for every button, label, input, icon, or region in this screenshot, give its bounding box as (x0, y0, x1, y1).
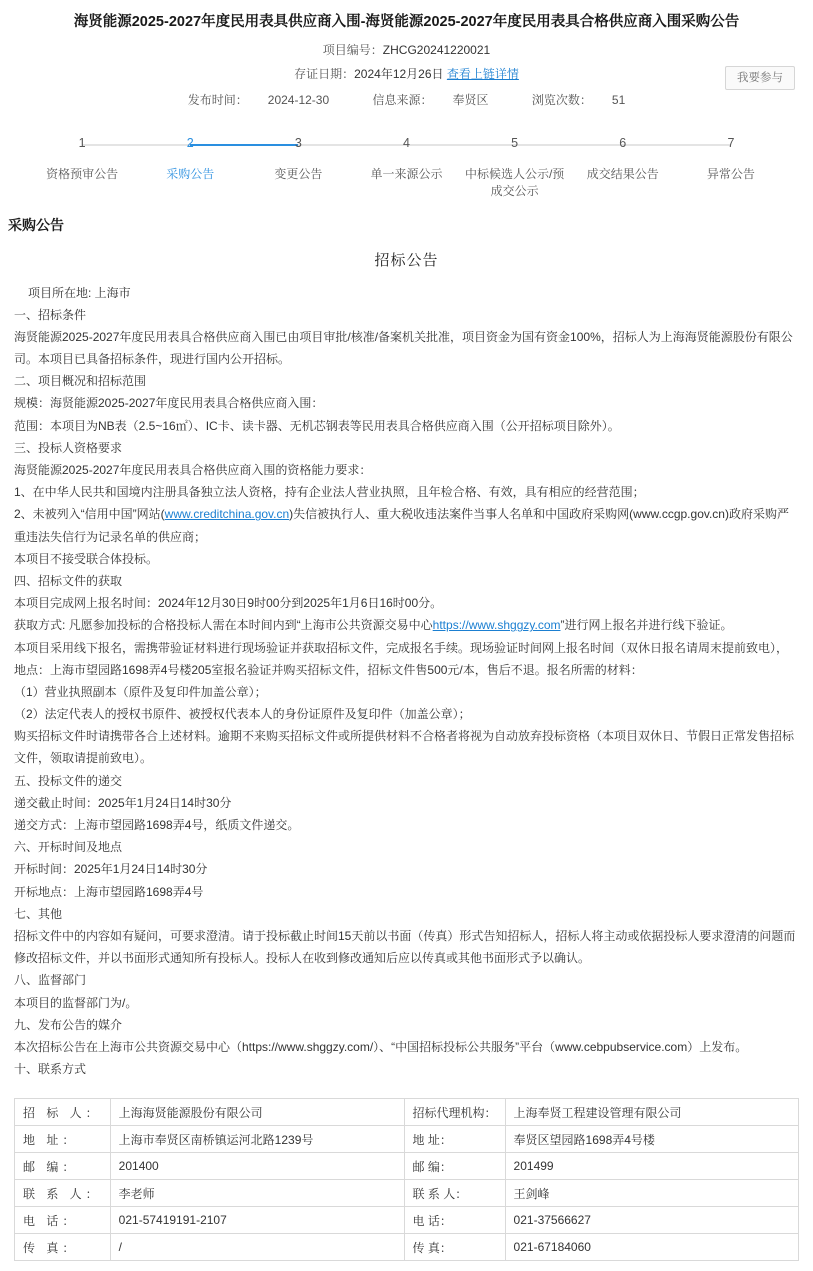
table-row (15, 1099, 799, 1126)
content-line-with-link (14, 614, 799, 636)
content-line: 开标时间：2025年1月24日14时30分 (14, 862, 208, 877)
content-line: 五、投标文件的递交 (14, 773, 123, 788)
publish-time (178, 93, 339, 107)
content-line: 十、联系方式 (14, 1062, 87, 1077)
content-line: 海贤能源2025-2027年度民用表具合格供应商入围已由项目审批/核准/备案机关批准，项目资金为国有资金100%，招标人为上海海贤能源股份有限公司。本项目已具备招标条件，现进行国内公开招标。 (14, 329, 793, 367)
project-number-line (40, 41, 773, 58)
project-number-value: ZHCG20241220021 (382, 42, 491, 57)
content-line: 一、招标条件 (14, 307, 87, 322)
source (363, 93, 499, 107)
cert-date-line (40, 65, 773, 82)
step-number: 1 (78, 135, 86, 150)
row-key-left: 招 标 人： (15, 1099, 111, 1126)
step-number: 4 (403, 135, 410, 150)
step-5[interactable] (461, 136, 569, 201)
row-value-left: / (110, 1234, 404, 1261)
notice-title: 招标公告 (374, 251, 439, 269)
content-line: （2）法定代表人的授权书原件、被授权代表本人的身份证原件及复印件（加盖公章）； (14, 707, 471, 722)
step-label: 资格预审公告 (46, 166, 119, 181)
content-line: 开标地点：上海市望园路1698弄4号 (14, 884, 204, 899)
row-key-left: 邮 编： (15, 1153, 111, 1180)
content-text: 2、未被列入“信用中国”网站( (14, 507, 165, 522)
step-label: 异常公告 (706, 166, 755, 181)
row-value-left: 李老师 (110, 1180, 404, 1207)
step-number: 2 (186, 135, 194, 150)
step-1[interactable] (28, 136, 136, 201)
row-value-right: 奉贤区望园路1698弄4号楼 (505, 1126, 798, 1153)
title-bar (0, 0, 813, 114)
content-line: 购买招标文件时请携带各合上述材料。逾期不来购买招标文件或所提供材料不合格者将视为自动放弃投标资格（本项目双休日、节假日正常发售招标文件，领取请提前致电）。 (14, 729, 795, 766)
row-key-right: 传 真： (404, 1234, 505, 1261)
row-key-right: 电 话： (404, 1207, 505, 1234)
source-label: 信息来源： (372, 92, 433, 107)
step-7[interactable] (677, 136, 785, 201)
row-value-right: 201499 (505, 1153, 798, 1180)
step-3[interactable] (244, 136, 352, 201)
step-6[interactable] (569, 136, 677, 201)
announcement-body (0, 249, 813, 1271)
row-value-right: 上海奉贤工程建设管理有限公司 (505, 1099, 798, 1126)
content-line: 三、投标人资格要求 (14, 440, 123, 455)
row-key-right: 联 系 人： (404, 1180, 505, 1207)
step-4[interactable] (352, 136, 460, 201)
row-value-right: 王剑峰 (505, 1180, 798, 1207)
content-line-with-link (14, 503, 799, 547)
cert-date-label: 存证日期： (294, 66, 355, 81)
content-line: 递交截止时间：2025年1月24日14时30分 (14, 795, 232, 810)
row-value-right: 021-37566627 (505, 1207, 798, 1234)
content-line: 递交方式：上海市望园路1698弄4号，纸质文件递交。 (14, 818, 300, 833)
row-value-left: 上海海贤能源股份有限公司 (110, 1099, 404, 1126)
publish-meta-row (40, 91, 773, 108)
source-value: 奉贤区 (452, 92, 489, 107)
chain-detail-link[interactable]: 查看上链详情 (446, 66, 519, 81)
progress-steps (10, 136, 803, 201)
row-key-left: 电 话： (15, 1207, 111, 1234)
table-row (15, 1234, 799, 1261)
creditchina-link[interactable]: www.creditchina.gov.cn (164, 507, 290, 522)
views-label: 浏览次数： (531, 92, 592, 107)
content-text: )失信被执行人、重大税收违法案件当事人名单和中国政府采购网(www.ccgp.gov.cn)政府采购严重违法失信行为记录名单的供应商； (14, 507, 789, 544)
content-text: ”进行网上报名并进行线下验证。 (560, 618, 733, 633)
row-value-left: 021-57419191-2107 (110, 1207, 404, 1234)
row-key-left: 传 真： (15, 1234, 111, 1261)
content-line: 本项目采用线下报名，需携带验证材料进行现场验证并获取招标文件，完成报名手续。现场验证时间网上报名时间（双休日报名请周末提前致电），地点：上海市望园路1698弄4号楼205室报名验证并购买招标文件，招标文件售500元/本，售后不退。报名所需的材料： (14, 640, 789, 677)
row-key-right: 地 址： (404, 1126, 505, 1153)
content-line: （1）营业执照副本（原件及复印件加盖公章）； (14, 684, 267, 699)
row-key-right: 邮 编： (404, 1153, 505, 1180)
content-line: 范围：本项目为NB表（2.5~16㎡）、IC卡、读卡器、无机芯钢表等民用表具合格供应商入围（公开招标项目除外）。 (14, 418, 620, 433)
row-key-left: 联 系 人： (15, 1180, 111, 1207)
page-title: 海贤能源2025-2027年度民用表具供应商入围-海贤能源2025-2027年度民用表具合格供应商入围采购公告 (73, 14, 740, 30)
join-button[interactable]: 我要参与 (725, 66, 795, 90)
content-line: 项目所在地: 上海市 (28, 285, 131, 300)
table-row (15, 1180, 799, 1207)
views-value: 51 (611, 92, 626, 107)
step-number: 5 (511, 135, 519, 150)
step-number: 6 (619, 135, 627, 150)
step-number: 7 (727, 135, 735, 150)
publish-time-value: 2024-12-30 (267, 92, 330, 107)
content-line: 二、项目概况和招标范围 (14, 374, 147, 389)
step-2[interactable] (136, 136, 244, 201)
publish-time-label: 发布时间： (187, 92, 248, 107)
content-line: 七、其他 (14, 906, 63, 921)
content-text: 获取方式: 凡愿参加投标的合格投标人需在本时间内到“上海市公共资源交易中心 (14, 618, 433, 633)
content-line: 本项目完成网上报名时间：2024年12月30日9时00分到2025年1月6日16时00分。 (14, 596, 443, 611)
cert-date-value: 2024年12月26日 (354, 66, 444, 81)
step-label: 采购公告 (166, 166, 215, 181)
content-line: 本项目不接受联合体投标。 (14, 551, 159, 566)
step-label: 成交结果公告 (586, 166, 659, 181)
step-number: 3 (294, 135, 302, 150)
content-line: 规模：海贤能源2025-2027年度民用表具合格供应商入围： (14, 396, 324, 411)
row-value-left: 201400 (110, 1153, 404, 1180)
table-row (15, 1126, 799, 1153)
step-label: 单一来源公示 (370, 166, 443, 181)
content-line: 海贤能源2025-2027年度民用表具合格供应商入围的资格能力要求： (14, 463, 372, 478)
content-line: 九、发布公告的媒介 (14, 1017, 123, 1032)
content-line: 招标文件中的内容如有疑问，可要求澄清。请于投标截止时间15天前以书面（传真）形式告知招标人，招标人将主动或依据投标人要求澄清的问题而修改招标文件，并以书面形式通知所有投标人。投标人在收到修改通知后应以传真或其他书面形式予以确认。 (14, 928, 796, 966)
row-value-left: 上海市奉贤区南桥镇运河北路1239号 (110, 1126, 404, 1153)
table-row (15, 1153, 799, 1180)
content-line: 八、监督部门 (14, 973, 87, 988)
content-line: 本次招标公告在上海市公共资源交易中心（https://www.shggzy.com/）、“中国招标投标公共服务”平台（www.cebpubservice.com）上发布。 (14, 1039, 748, 1054)
contact-table (14, 1098, 799, 1261)
shggzy-link[interactable]: https://www.shggzy.com (432, 618, 561, 633)
content-line: 本项目的监督部门为/。 (14, 995, 138, 1010)
row-key-right: 招标代理机构： (404, 1099, 505, 1126)
row-key-left: 地 址： (15, 1126, 111, 1153)
content-line: 四、招标文件的获取 (14, 573, 123, 588)
notice-content (14, 282, 799, 1081)
project-number-label: 项目编号： (322, 42, 383, 57)
content-line: 1、在中华人民共和国境内注册具备独立法人资格，持有企业法人营业执照，且年检合格、有效，具有相应的经营范围； (14, 485, 645, 500)
row-value-right: 021-67184060 (505, 1234, 798, 1261)
content-line: 六、开标时间及地点 (14, 840, 123, 855)
section-heading: 采购公告 (8, 216, 64, 233)
views (522, 93, 635, 107)
step-label: 中标候选人公示/预成交公示 (464, 166, 565, 199)
table-row (15, 1207, 799, 1234)
step-label: 变更公告 (274, 166, 323, 181)
